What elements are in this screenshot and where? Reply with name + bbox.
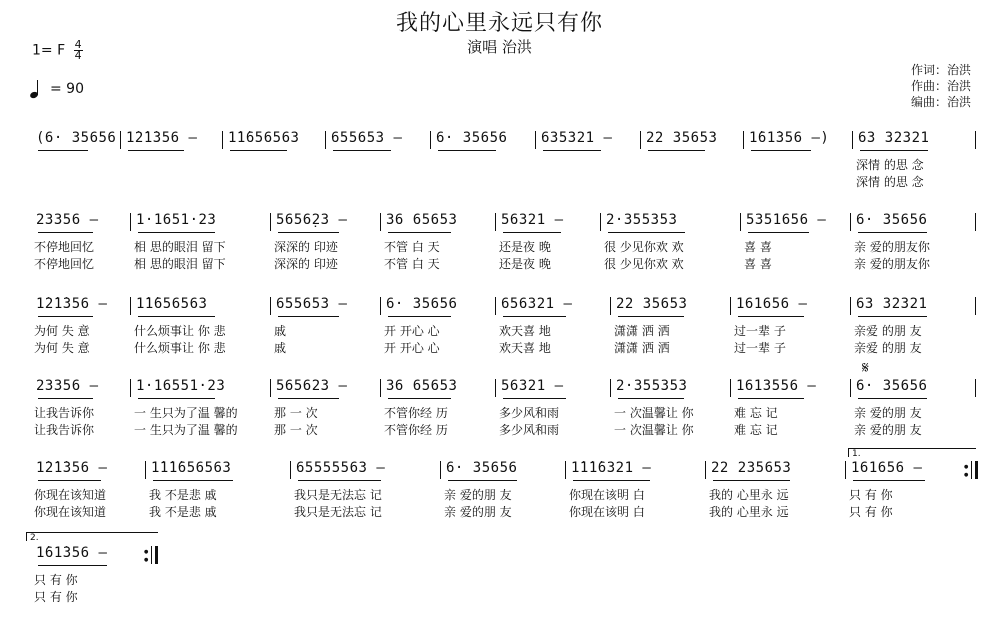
measure-notes: 1·1651·23 <box>136 212 217 228</box>
lyric-verse-2: 只 有 你 <box>34 590 78 604</box>
measure-notes: 655653 — <box>276 296 348 312</box>
lyric-verse-2: 为何 失 意 <box>34 341 90 355</box>
lyric-verse-2: 亲 爱的朋 友 <box>444 505 512 519</box>
barline <box>380 213 381 231</box>
lyric-verse-1: 不停地回忆 <box>34 240 95 254</box>
lyric-verse-2: 难 忘 记 <box>734 423 778 437</box>
measure-notes: 655653 — <box>331 130 403 146</box>
beam-line <box>858 398 927 399</box>
lyric-verse-1: 还是夜 晚 <box>499 240 551 254</box>
measure-notes: 23356 — <box>36 212 99 228</box>
measure-notes: 1̇2̇1̇356 — <box>36 460 108 476</box>
lyric-verse-1: 难 忘 记 <box>734 406 778 420</box>
lyric-verse-2: 一 生只为了温 馨的 <box>134 423 238 437</box>
measure-notes: 22 35653 <box>646 130 718 146</box>
lyric-verse-2: 戚 <box>274 341 287 355</box>
barline <box>730 379 731 397</box>
lyric-verse-1: 过一辈 子 <box>734 324 786 338</box>
lyric-verse-1: 我 不是悲 戚 <box>149 488 217 502</box>
measure-notes: 1·16551·23 <box>136 378 226 394</box>
lyric-verse-1: 相 思的眼泪 留下 <box>134 240 226 254</box>
lyric-verse-1: 不管你经 历 <box>384 406 448 420</box>
repeat-dots: ● ● <box>144 549 149 563</box>
lyric-verse-2: 让我告诉你 <box>34 423 95 437</box>
measure-notes: 635321 — <box>541 130 613 146</box>
lyric-verse-2: 你现在该知道 <box>34 505 107 519</box>
barline <box>145 461 146 479</box>
key-signature <box>32 40 83 61</box>
measure-notes: 36 65653 <box>386 378 458 394</box>
beam-line <box>278 316 339 317</box>
barline <box>565 461 566 479</box>
beam-line <box>751 150 811 151</box>
lyric-verse-1: 多少风和雨 <box>499 406 560 420</box>
beam-line <box>333 150 391 151</box>
beam-line <box>38 398 93 399</box>
measure-notes: 22 235653 <box>711 460 792 476</box>
lyric-verse-2: 开 开心 心 <box>384 341 440 355</box>
barline <box>130 297 131 315</box>
measure-notes: 5351656 — <box>746 212 827 228</box>
beam-line <box>738 398 804 399</box>
barline <box>270 379 271 397</box>
lyric-verse-1: 很 少见你欢 欢 <box>604 240 684 254</box>
lyric-verse-1: 深深的 印迹 <box>274 240 338 254</box>
page-title: 我的心里永远只有你 <box>395 11 603 36</box>
score-row <box>0 296 999 366</box>
measure-notes: 56321 — <box>501 378 564 394</box>
lyric-verse-2: 亲 爱的朋 友 <box>854 423 922 437</box>
score-row <box>0 212 999 282</box>
barline <box>495 297 496 315</box>
barline <box>495 379 496 397</box>
beam-line <box>388 232 451 233</box>
volta-2-bracket: 2. <box>26 532 158 541</box>
lyric-verse-1: 你现在该知道 <box>34 488 107 502</box>
measure-notes: 1613556 — <box>736 378 817 394</box>
lyric-verse-1: 什么烦事让 你 悲 <box>134 324 226 338</box>
composer-credit: 作曲：治洪 <box>910 79 971 93</box>
beam-line <box>38 316 93 317</box>
barline <box>850 379 851 397</box>
tempo-value: = 90 <box>50 81 84 97</box>
barline <box>440 461 441 479</box>
beam-line <box>748 232 809 233</box>
arranger-credit: 编曲：治洪 <box>910 95 971 109</box>
measure-notes: 22 35653 <box>616 296 688 312</box>
barline <box>850 213 851 231</box>
beam-line <box>543 150 601 151</box>
singer-credit: 演唱 治洪 <box>467 38 532 56</box>
lyric-verse-1: 亲 爱的朋 友 <box>854 406 922 420</box>
segno-sign: 𝄋 <box>862 358 869 377</box>
measure-notes: 56321 — <box>501 212 564 228</box>
barline <box>495 213 496 231</box>
barline <box>130 379 131 397</box>
beam-line <box>38 480 101 481</box>
lyric-verse-1: 开 开心 心 <box>384 324 440 338</box>
measure-notes: 1̇61̇356 — <box>36 545 108 561</box>
measure-notes: 5656̣23 — <box>276 212 348 228</box>
barline <box>380 297 381 315</box>
beam-line <box>738 316 804 317</box>
barline <box>852 131 853 149</box>
barline <box>975 213 976 231</box>
lyric-verse-1: 亲 爱的朋 友 <box>444 488 512 502</box>
barline <box>975 297 976 315</box>
beam-line <box>153 480 233 481</box>
barline <box>600 213 601 231</box>
measure-notes: 1̇1̇1̇6321 — <box>571 460 652 476</box>
barline <box>845 461 846 479</box>
measure-notes: 1̇2̇1̇356 — <box>36 296 108 312</box>
beam-line <box>230 150 287 151</box>
measure-notes: 161656 — <box>736 296 808 312</box>
time-bottom: 4 <box>74 49 82 62</box>
measure-notes: 656321 — <box>501 296 573 312</box>
lyric-verse-2: 我只是无法忘 记 <box>294 505 382 519</box>
barline <box>975 379 976 397</box>
beam-line <box>853 480 925 481</box>
repeat-end-barline <box>155 546 158 564</box>
measure-notes: 2·355353 <box>606 212 678 228</box>
lyric-verse-2: 喜 喜 <box>744 257 772 271</box>
lyric-verse-2: 深情 的思 念 <box>856 175 924 189</box>
beam-line <box>38 232 93 233</box>
beam-line <box>648 150 705 151</box>
barline <box>610 297 611 315</box>
beam-line <box>448 480 517 481</box>
lyric-verse-1: 亲 爱的朋友你 <box>854 240 930 254</box>
lyric-verse-1: 戚 <box>274 324 287 338</box>
lyric-verse-1: 只 有 你 <box>34 573 78 587</box>
lyric-verse-2: 多少风和雨 <box>499 423 560 437</box>
barline <box>380 379 381 397</box>
score-row <box>0 378 999 448</box>
beam-line <box>388 398 451 399</box>
lyric-verse-2: 我的 心里永 远 <box>709 505 789 519</box>
lyric-verse-1: 只 有 你 <box>849 488 893 502</box>
lyric-verse-1: 我的 心里永 远 <box>709 488 789 502</box>
lyric-verse-2: 亲爱 的朋 友 <box>854 341 922 355</box>
time-top: 4 <box>74 38 82 51</box>
beam-line <box>38 150 88 151</box>
time-signature <box>74 40 83 61</box>
barline <box>120 131 121 149</box>
measure-notes: 65555563 — <box>296 460 386 476</box>
beam-line <box>713 480 790 481</box>
lyric-verse-1: 喜 喜 <box>744 240 772 254</box>
measure-notes: 6· 35656 <box>436 130 508 146</box>
lyric-verse-1: 你现在该明 白 <box>569 488 645 502</box>
barline <box>705 461 706 479</box>
barline <box>975 131 976 149</box>
barline <box>270 213 271 231</box>
beam-line <box>858 316 927 317</box>
beam-line <box>278 398 339 399</box>
barline <box>850 297 851 315</box>
measure-notes: 6· 35656 <box>386 296 458 312</box>
measure-notes: 6· 35656 <box>856 378 928 394</box>
lyric-verse-2: 你现在该明 白 <box>569 505 645 519</box>
lyric-verse-2: 亲 爱的朋友你 <box>854 257 930 271</box>
lyric-verse-1: 让我告诉你 <box>34 406 95 420</box>
barline <box>290 461 291 479</box>
barline <box>743 131 744 149</box>
barline <box>222 131 223 149</box>
lyric-verse-1: 不管 白 天 <box>384 240 440 254</box>
repeat-end-barline <box>975 461 978 479</box>
measure-notes: 63 32321 <box>856 296 928 312</box>
beam-line <box>618 316 684 317</box>
lyric-verse-2: 很 少见你欢 欢 <box>604 257 684 271</box>
measure-notes: 2·355353 <box>616 378 688 394</box>
score-row <box>0 460 999 530</box>
barline <box>430 131 431 149</box>
lyric-verse-2: 还是夜 晚 <box>499 257 551 271</box>
beam-line <box>278 232 339 233</box>
barline <box>151 546 152 564</box>
lyric-verse-2: 相 思的眼泪 留下 <box>134 257 226 271</box>
lyric-verse-2: 过一辈 子 <box>734 341 786 355</box>
measure-notes: 1̇2̇1̇356 — <box>126 130 198 146</box>
lyric-verse-2: 不管你经 历 <box>384 423 448 437</box>
beam-line <box>128 150 184 151</box>
beam-line <box>138 232 215 233</box>
lyric-verse-1: 为何 失 意 <box>34 324 90 338</box>
measure-notes: 63 32321 <box>858 130 930 146</box>
beam-line <box>608 232 685 233</box>
barline <box>971 461 972 479</box>
barline <box>640 131 641 149</box>
lyric-verse-2: 只 有 你 <box>849 505 893 519</box>
beam-line <box>503 316 566 317</box>
lyricist-credit: 作词：治洪 <box>910 63 971 77</box>
lyric-verse-1: 一 生只为了温 馨的 <box>134 406 238 420</box>
measure-notes: 1̇1̇656563 <box>136 296 208 312</box>
lyric-verse-1: 欢天喜 地 <box>499 324 551 338</box>
measure-notes: 6· 35656 <box>446 460 518 476</box>
beam-line <box>388 316 451 317</box>
beam-line <box>573 480 650 481</box>
lyric-verse-2: 潇潇 洒 洒 <box>614 341 670 355</box>
beam-line <box>438 150 496 151</box>
repeat-dots: ● ● <box>964 464 969 478</box>
lyric-verse-2: 那 一 次 <box>274 423 318 437</box>
lyric-verse-1: 潇潇 洒 洒 <box>614 324 670 338</box>
tempo-marking <box>30 80 84 98</box>
beam-line <box>618 398 684 399</box>
quarter-note-icon <box>30 80 42 98</box>
beam-line <box>138 316 215 317</box>
volta-1-bracket: 1. <box>848 448 976 457</box>
beam-line <box>38 565 107 566</box>
beam-line <box>858 232 927 233</box>
lyric-verse-1: 一 次温馨让 你 <box>614 406 694 420</box>
measure-notes: 1̇1̇656563 <box>228 130 300 146</box>
barline <box>610 379 611 397</box>
measure-notes: 36 65653 <box>386 212 458 228</box>
lyric-verse-1: 我只是无法忘 记 <box>294 488 382 502</box>
measure-notes: 23356 — <box>36 378 99 394</box>
barline <box>130 213 131 231</box>
lyric-verse-2: 不停地回忆 <box>34 257 95 271</box>
measure-notes: 6· 35656 <box>856 212 928 228</box>
measure-notes: 161656 — <box>851 460 923 476</box>
beam-line <box>503 398 566 399</box>
beam-line <box>503 232 561 233</box>
lyric-verse-2: 不管 白 天 <box>384 257 440 271</box>
beam-line <box>138 398 215 399</box>
lyric-verse-1: 深情 的思 念 <box>856 158 924 172</box>
lyric-verse-2: 一 次温馨让 你 <box>614 423 694 437</box>
score-row <box>0 545 999 615</box>
credits-block <box>911 62 971 110</box>
lyric-verse-2: 欢天喜 地 <box>499 341 551 355</box>
barline <box>270 297 271 315</box>
beam-line <box>860 150 928 151</box>
barline <box>740 213 741 231</box>
beam-line <box>298 480 381 481</box>
lyric-verse-1: 那 一 次 <box>274 406 318 420</box>
measure-notes: 1̇1̇1̇656563 <box>151 460 232 476</box>
lyric-verse-2: 什么烦事让 你 悲 <box>134 341 226 355</box>
barline <box>325 131 326 149</box>
lyric-verse-2: 深深的 印迹 <box>274 257 338 271</box>
measure-notes: (6· 35656 <box>36 130 117 146</box>
score-row <box>0 130 999 200</box>
measure-notes: 1̇61̇356 —) <box>749 130 830 146</box>
barline <box>535 131 536 149</box>
barline <box>730 297 731 315</box>
lyric-verse-2: 我 不是悲 戚 <box>149 505 217 519</box>
lyric-verse-1: 亲爱 的朋 友 <box>854 324 922 338</box>
key-label: 1= F <box>32 42 66 59</box>
measure-notes: 565623 — <box>276 378 348 394</box>
